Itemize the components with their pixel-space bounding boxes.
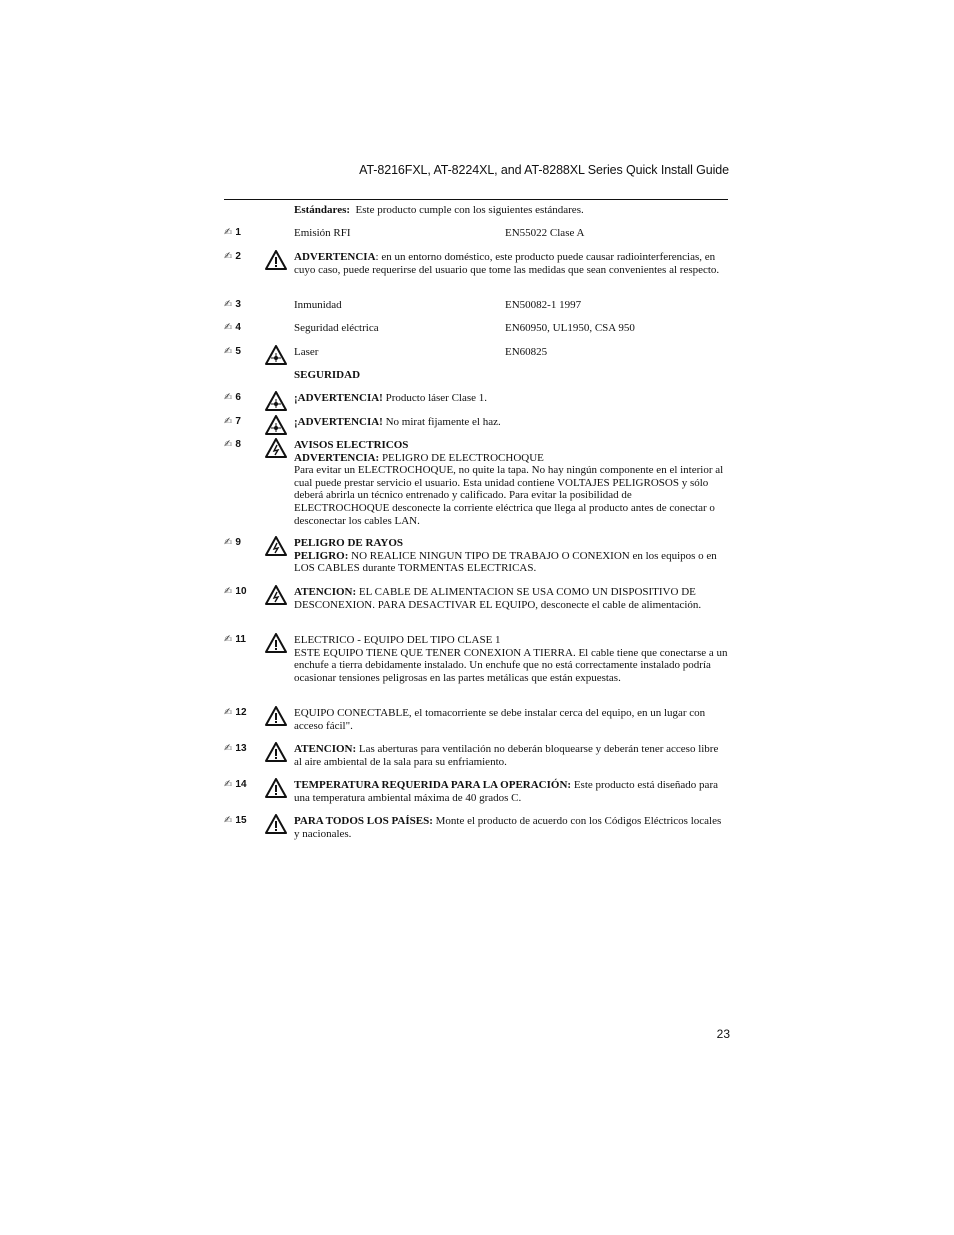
pen-marker-icon: ✍ [224,227,233,238]
item-label: Emisión RFI [294,227,351,239]
pen-marker-icon: ✍ [224,779,233,790]
item-number: ✍ 1 [224,227,241,238]
electric-icon [265,536,287,556]
item-number: ✍ 2 [224,251,241,262]
standards-text: Este producto cumple con los siguientes estándares. [355,204,584,216]
caution-icon [265,706,287,726]
pen-marker-icon: ✍ [224,537,233,548]
item-value: EN50082-1 1997 [505,299,582,311]
item-number: ✍ 4 [224,322,241,333]
item-text: TEMPERATURA REQUERIDA PARA LA OPERACIÓN: Este producto está diseñado para una temperatura ambiental máxima de 40 grados C. [294,779,718,804]
laser-icon [265,391,287,411]
pen-marker-icon: ✍ [224,299,233,310]
page-number: 23 [716,1027,730,1041]
item-number: ✍ 5 [224,346,241,357]
item-label: Seguridad eléctrica [294,322,379,334]
item-number: ✍ 14 [224,779,247,790]
item-text: ¡ADVERTENCIA! No mirat fijamente el haz. [294,416,501,428]
item-number: ✍ 9 [224,537,241,548]
caution-icon [265,778,287,798]
item-text: AVISOS ELECTRICOS ADVERTENCIA: PELIGRO DE ELECTROCHOQUE Para evitar un ELECTROCHOQUE, no quite la tapa. No hay ningún componente en el interior al cual puede prestar servicio el usuario. Esta unidad contiene VOLTAJES PELIGROSOS y sólo deberá abrirla un técnico entrenado y calificado. Para evitar la posibilidad de ELECTROCHOQUE desconecte la corriente eléctrica que llega al producto antes de conectar o desconectar los cables LAN. [294,439,724,527]
item-value: EN60825 [505,346,548,358]
item-value: EN55022 Clase A [505,227,585,239]
pen-marker-icon: ✍ [224,416,233,427]
item-text: PELIGRO DE RAYOS PELIGRO: NO REALICE NINGUN TIPO DE TRABAJO O CONEXION en los equipos o en LOS CABLES durante TORMENTAS ELECTRICAS. [294,537,717,575]
pen-marker-icon: ✍ [224,743,233,754]
item-label: Laser [294,346,319,358]
item-text: ADVERTENCIA: en un entorno doméstico, este producto puede causar radiointerferencias, en cuyo caso, puede requerirse del usuario que tome las medidas que sean convenientes al respecto. [294,251,720,276]
item-text: ¡ADVERTENCIA! Producto láser Clase 1. [294,392,488,404]
electric-icon [265,438,287,458]
pen-marker-icon: ✍ [224,707,233,718]
item-label: Inmunidad [294,299,342,311]
caution-icon [265,814,287,834]
item-text: PARA TODOS LOS PAÍSES: Monte el producto de acuerdo con los Códigos Eléctricos locales y nacionales. [294,815,722,840]
running-header: AT-8216FXL, AT-8224XL, and AT-8288XL Series Quick Install Guide [359,163,729,177]
item-number: ✍ 6 [224,392,241,403]
item-number: ✍ 10 [224,586,247,597]
item-number: ✍ 8 [224,439,241,450]
electric-icon [265,585,287,605]
item-number: ✍ 7 [224,416,241,427]
standards-label: Estándares: [294,204,351,216]
pen-marker-icon: ✍ [224,392,233,403]
pen-marker-icon: ✍ [224,251,233,262]
item-number: ✍ 11 [224,634,246,645]
item-number: ✍ 13 [224,743,247,754]
caution-icon [265,742,287,762]
item-text: ELECTRICO - EQUIPO DEL TIPO CLASE 1 ESTE EQUIPO TIENE QUE TENER CONEXION A TIERRA. El cable tiene que conectarse a un enchufe a tierra debidamente instalado. Un enchufe que no está correctamente instalado podría ocasionar tensiones peligrosas en las partes metálicas que están expuestas. [294,634,728,684]
pen-marker-icon: ✍ [224,815,233,826]
item-number: ✍ 12 [224,707,247,718]
item-number: ✍ 3 [224,299,241,310]
pen-marker-icon: ✍ [224,346,233,357]
pen-marker-icon: ✍ [224,322,233,333]
laser-icon [265,345,287,365]
pen-marker-icon: ✍ [224,586,233,597]
caution-icon [265,250,287,270]
laser-icon [265,415,287,435]
caution-icon [265,633,287,653]
item-number: ✍ 15 [224,815,247,826]
item-text: ATENCION: Las aberturas para ventilación no deberán bloquearse y deberán tener acceso libre al aire ambiental de la sala para su enfriamiento. [294,743,719,768]
item-text: ATENCION: EL CABLE DE ALIMENTACION SE USA COMO UN DISPOSITIVO DE DESCONEXION. PARA DESACTIVAR EL EQUIPO, desconecte el cable de alimentación. [294,586,702,611]
pen-marker-icon: ✍ [224,634,233,645]
item-text: EQUIPO CONECTABLE, el tomacorriente se debe instalar cerca del equipo, en un lugar con acceso fácil". [294,707,706,732]
header-rule [224,199,728,200]
pen-marker-icon: ✍ [224,439,233,450]
item-value: EN60950, UL1950, CSA 950 [505,322,635,334]
